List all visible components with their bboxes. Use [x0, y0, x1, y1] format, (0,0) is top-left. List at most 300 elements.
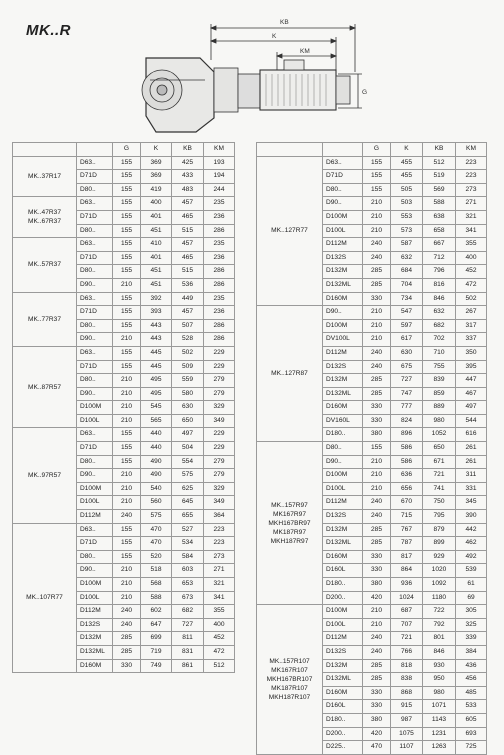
- dimension-cell: 588: [423, 197, 456, 211]
- dimension-cell: 722: [423, 605, 456, 619]
- dimension-cell: 889: [423, 401, 456, 415]
- motor-size-cell: D90..: [77, 564, 113, 578]
- dimension-cell: 602: [141, 605, 172, 619]
- dimension-cell: 155: [113, 360, 141, 374]
- table-row: [257, 306, 487, 320]
- dimension-cell: 210: [113, 578, 141, 592]
- dimension-cell: 273: [204, 550, 235, 564]
- dimension-cell: 861: [172, 659, 204, 673]
- model-name: MK..127R87: [271, 370, 308, 378]
- dimension-cell: 586: [391, 442, 423, 456]
- dimension-cell: 721: [423, 469, 456, 483]
- dimension-cell: 575: [172, 469, 204, 483]
- dimension-cell: 741: [423, 482, 456, 496]
- motor-size-cell: DV100L: [323, 333, 363, 347]
- dimension-cell: 817: [391, 550, 423, 564]
- column-header: [77, 143, 113, 157]
- motor-size-cell: D100M: [77, 401, 113, 415]
- dimension-cell: 210: [363, 469, 391, 483]
- dimension-cell: 504: [172, 442, 204, 456]
- dimension-cell: 210: [363, 605, 391, 619]
- dimension-cell: 568: [141, 578, 172, 592]
- motor-size-cell: D112M: [323, 238, 363, 252]
- dimension-cell: 155: [113, 537, 141, 551]
- dimension-cell: 879: [423, 523, 456, 537]
- dimension-cell: 447: [456, 374, 487, 388]
- dimension-cell: 229: [204, 428, 235, 442]
- dimension-cell: 846: [423, 645, 456, 659]
- dimension-table-right: [256, 142, 487, 755]
- dimension-cell: 818: [391, 659, 423, 673]
- table-row: [257, 156, 487, 170]
- dimension-cell: 675: [391, 360, 423, 374]
- dimension-cell: 710: [423, 346, 456, 360]
- dimension-cell: 584: [172, 550, 204, 564]
- table-row: [13, 346, 235, 360]
- dimension-cell: 380: [363, 578, 391, 592]
- motor-size-cell: D100L: [77, 591, 113, 605]
- dimension-cell: 240: [363, 496, 391, 510]
- dimension-cell: 655: [172, 510, 204, 524]
- dimension-cell: 194: [204, 170, 235, 184]
- table-row: [257, 442, 487, 456]
- model-name: MK167R97: [273, 510, 306, 518]
- dimension-cell: 223: [456, 170, 487, 184]
- dimension-cell: 838: [391, 673, 423, 687]
- dimension-cell: 155: [113, 523, 141, 537]
- motor-size-cell: D80..: [77, 183, 113, 197]
- motor-size-cell: D100M: [323, 605, 363, 619]
- dimension-cell: 630: [391, 346, 423, 360]
- dimension-cell: 472: [456, 278, 487, 292]
- motor-size-cell: D71D: [77, 251, 113, 265]
- dimension-cell: 465: [172, 251, 204, 265]
- motor-size-cell: D63..: [77, 197, 113, 211]
- dimension-cell: 155: [113, 156, 141, 170]
- gear-unit-model: [257, 605, 323, 755]
- dimension-cell: 210: [113, 387, 141, 401]
- dimension-cell: 451: [141, 278, 172, 292]
- dimension-cell: 279: [204, 387, 235, 401]
- dimension-cell: 787: [391, 537, 423, 551]
- dimension-cell: 330: [113, 659, 141, 673]
- dimension-cell: 279: [204, 455, 235, 469]
- dimension-cell: 507: [172, 319, 204, 333]
- dimension-cell: 502: [172, 346, 204, 360]
- table-header-row: [257, 143, 487, 157]
- model-name: MKH167BR107: [266, 675, 313, 683]
- motor-size-cell: D80..: [77, 455, 113, 469]
- motor-size-cell: D180..: [323, 578, 363, 592]
- motor-size-cell: D90..: [323, 306, 363, 320]
- dimension-cell: 395: [456, 360, 487, 374]
- dimension-cell: 210: [113, 482, 141, 496]
- model-name: MK..157R107: [269, 657, 310, 665]
- motor-size-cell: D180..: [323, 713, 363, 727]
- dimension-cell: 495: [141, 374, 172, 388]
- motor-size-cell: D112M: [323, 632, 363, 646]
- motor-size-cell: D63..: [323, 156, 363, 170]
- model-name: MK..47R37: [28, 209, 61, 217]
- model-name: MK..67R37: [28, 218, 61, 226]
- dimension-cell: 518: [141, 564, 172, 578]
- dimension-cell: 777: [391, 401, 423, 415]
- motor-size-cell: D100L: [323, 618, 363, 632]
- dimension-cell: 155: [113, 170, 141, 184]
- model-name: MK..87R57: [28, 383, 61, 391]
- dimension-cell: 527: [172, 523, 204, 537]
- motor-size-cell: D132M: [323, 523, 363, 537]
- dimension-cell: 569: [423, 183, 456, 197]
- dimension-cell: 240: [363, 346, 391, 360]
- dimension-cell: 846: [423, 292, 456, 306]
- dimension-cell: 240: [363, 645, 391, 659]
- dimension-cell: 155: [363, 156, 391, 170]
- motor-size-cell: D200..: [323, 591, 363, 605]
- table-row: [13, 523, 235, 537]
- dimension-cell: 553: [391, 210, 423, 224]
- dimension-cell: 1143: [423, 713, 456, 727]
- dimension-cell: 240: [113, 605, 141, 619]
- model-name: MK..107R77: [26, 594, 63, 602]
- dimension-cell: 355: [456, 238, 487, 252]
- column-header: [13, 143, 77, 157]
- dimension-cell: 515: [172, 265, 204, 279]
- dimension-cell: 560: [141, 496, 172, 510]
- dimension-cell: 653: [172, 578, 204, 592]
- dimension-cell: 492: [456, 550, 487, 564]
- dimension-cell: 285: [113, 632, 141, 646]
- dimension-cell: 271: [204, 564, 235, 578]
- column-header: G: [363, 143, 391, 157]
- dimension-cell: 440: [141, 442, 172, 456]
- column-header: K: [391, 143, 423, 157]
- dimension-cell: 436: [456, 659, 487, 673]
- dimension-cell: 445: [141, 346, 172, 360]
- column-header: KM: [456, 143, 487, 157]
- dimension-cell: 1180: [423, 591, 456, 605]
- dimension-cell: 329: [204, 482, 235, 496]
- dimension-cell: 1020: [423, 564, 456, 578]
- dimension-cell: 767: [391, 523, 423, 537]
- dimension-cell: 210: [363, 210, 391, 224]
- motor-size-cell: D132M: [323, 265, 363, 279]
- motor-size-cell: D80..: [323, 183, 363, 197]
- dimension-cell: 452: [456, 265, 487, 279]
- dimension-cell: 658: [423, 224, 456, 238]
- dimension-cell: 210: [113, 469, 141, 483]
- dimension-cell: 341: [204, 591, 235, 605]
- dimension-cell: 766: [391, 645, 423, 659]
- dim-label-g: G: [362, 89, 368, 96]
- dimension-cell: 210: [113, 591, 141, 605]
- column-header: [323, 143, 363, 157]
- dimension-cell: 267: [456, 306, 487, 320]
- dimension-cell: 279: [204, 374, 235, 388]
- dimension-cell: 520: [141, 550, 172, 564]
- dimension-cell: 587: [391, 238, 423, 252]
- dimension-cell: 240: [363, 251, 391, 265]
- motor-size-cell: D132S: [323, 360, 363, 374]
- motor-size-cell: D71D: [77, 537, 113, 551]
- motor-size-cell: D100M: [77, 482, 113, 496]
- dim-label-kb: KB: [280, 19, 289, 26]
- dimension-cell: 401: [141, 210, 172, 224]
- motor-size-cell: D160M: [323, 550, 363, 564]
- dimension-cell: 671: [423, 455, 456, 469]
- dimension-cell: 155: [113, 306, 141, 320]
- dimension-cell: 210: [363, 455, 391, 469]
- dimension-cell: 285: [363, 265, 391, 279]
- dimension-cell: 796: [423, 265, 456, 279]
- dimension-cell: 285: [363, 278, 391, 292]
- dimension-cell: 656: [391, 482, 423, 496]
- motor-size-cell: D63..: [77, 523, 113, 537]
- motor-size-cell: D100M: [323, 319, 363, 333]
- dimension-cell: 390: [456, 510, 487, 524]
- motor-size-cell: D90..: [77, 387, 113, 401]
- dimension-cell: 433: [172, 170, 204, 184]
- motor-size-cell: D80..: [77, 224, 113, 238]
- motor-size-cell: D132ML: [77, 645, 113, 659]
- dimension-cell: 811: [172, 632, 204, 646]
- table-row: [13, 292, 235, 306]
- dimension-cell: 1075: [391, 727, 423, 741]
- dimension-cell: 457: [172, 238, 204, 252]
- column-header: KM: [204, 143, 235, 157]
- dimension-cell: 410: [141, 238, 172, 252]
- dimension-cell: 393: [141, 306, 172, 320]
- dimension-cell: 420: [363, 727, 391, 741]
- dimension-cell: 540: [141, 482, 172, 496]
- dimension-cell: 1052: [423, 428, 456, 442]
- dimension-cell: 573: [391, 224, 423, 238]
- dimension-cell: 636: [391, 469, 423, 483]
- column-header: K: [141, 143, 172, 157]
- dimension-cell: 650: [423, 442, 456, 456]
- dimension-cell: 816: [423, 278, 456, 292]
- dimension-cell: 236: [204, 251, 235, 265]
- dimension-cell: 795: [423, 510, 456, 524]
- dimension-cell: 801: [423, 632, 456, 646]
- motor-size-cell: D71D: [77, 442, 113, 456]
- dimension-cell: 451: [141, 265, 172, 279]
- dimension-cell: 229: [204, 360, 235, 374]
- motor-size-cell: D132S: [323, 645, 363, 659]
- motor-size-cell: D132M: [323, 659, 363, 673]
- column-header: G: [113, 143, 141, 157]
- dimension-cell: 515: [172, 224, 204, 238]
- dimension-cell: 536: [172, 278, 204, 292]
- motor-size-cell: D132M: [323, 374, 363, 388]
- motor-size-cell: D160M: [323, 292, 363, 306]
- dimension-cell: 235: [204, 197, 235, 211]
- dimension-cell: 864: [391, 564, 423, 578]
- dimension-cell: 896: [391, 428, 423, 442]
- motor-size-cell: D80..: [323, 442, 363, 456]
- motor-size-cell: D90..: [77, 333, 113, 347]
- dimension-cell: 155: [113, 183, 141, 197]
- motor-size-cell: D63..: [77, 156, 113, 170]
- dimension-cell: 261: [456, 442, 487, 456]
- dimension-cell: 349: [204, 414, 235, 428]
- dimension-cell: 210: [113, 374, 141, 388]
- dimension-table-left: [12, 142, 235, 673]
- dimension-cell: 392: [141, 292, 172, 306]
- dimension-cell: 330: [363, 686, 391, 700]
- dimension-cell: 261: [456, 455, 487, 469]
- model-name: MKH187R107: [268, 693, 311, 701]
- dimension-cell: 317: [456, 319, 487, 333]
- dimension-cell: 462: [456, 537, 487, 551]
- dimension-cell: 682: [172, 605, 204, 619]
- gear-unit-model: [13, 156, 77, 197]
- motor-size-cell: D112M: [77, 605, 113, 619]
- motor-size-cell: D71D: [77, 306, 113, 320]
- dimension-cell: 1071: [423, 700, 456, 714]
- dimension-cell: 625: [172, 482, 204, 496]
- dimension-cell: 899: [423, 537, 456, 551]
- dimension-cell: 339: [456, 632, 487, 646]
- column-header: KB: [423, 143, 456, 157]
- dimension-cell: 630: [172, 401, 204, 415]
- motor-size-cell: D160L: [323, 564, 363, 578]
- dimension-cell: 455: [391, 170, 423, 184]
- model-name: MK167R107: [271, 666, 308, 674]
- motor-size-cell: D71D: [77, 360, 113, 374]
- model-name: MKH167BR97: [268, 519, 311, 527]
- model-name: MKH187R97: [270, 537, 309, 545]
- dimension-cell: 286: [204, 265, 235, 279]
- dimension-cell: 699: [141, 632, 172, 646]
- dimension-cell: 505: [391, 183, 423, 197]
- dimension-cell: 330: [363, 292, 391, 306]
- dimension-cell: 929: [423, 550, 456, 564]
- motor-size-cell: D90..: [77, 469, 113, 483]
- dimension-cell: 839: [423, 374, 456, 388]
- dimension-cell: 575: [141, 510, 172, 524]
- dimension-cell: 305: [456, 605, 487, 619]
- dimension-cell: 1263: [423, 741, 456, 755]
- dimension-cell: 495: [141, 387, 172, 401]
- model-name: MK..57R37: [28, 261, 61, 269]
- dimension-cell: 155: [113, 238, 141, 252]
- dimension-cell: 528: [172, 333, 204, 347]
- model-name: MK187R107: [271, 684, 308, 692]
- motor-size-cell: D132M: [77, 632, 113, 646]
- motor-size-cell: D63..: [77, 346, 113, 360]
- dimension-cell: 950: [423, 673, 456, 687]
- dimension-cell: 210: [113, 401, 141, 415]
- dimension-cell: 364: [204, 510, 235, 524]
- dimension-cell: 210: [363, 482, 391, 496]
- dimension-cell: 467: [456, 387, 487, 401]
- dimension-cell: 980: [423, 414, 456, 428]
- dimension-cell: 472: [204, 645, 235, 659]
- motor-size-cell: D63..: [77, 428, 113, 442]
- dimension-cell: 240: [363, 238, 391, 252]
- dimension-cell: 580: [172, 387, 204, 401]
- dimension-cell: 715: [391, 510, 423, 524]
- dimension-cell: 380: [363, 713, 391, 727]
- dimension-cell: 229: [204, 442, 235, 456]
- dimension-cell: 859: [423, 387, 456, 401]
- dimension-cell: 321: [204, 578, 235, 592]
- dimension-cell: 483: [172, 183, 204, 197]
- motor-size-cell: D132ML: [323, 387, 363, 401]
- table-row: [13, 238, 235, 252]
- motor-size-cell: D180..: [323, 428, 363, 442]
- dimension-cell: 285: [363, 537, 391, 551]
- column-header: [257, 143, 323, 157]
- dimension-cell: 286: [204, 278, 235, 292]
- dimension-cell: 223: [204, 523, 235, 537]
- motor-size-cell: D200..: [323, 727, 363, 741]
- dimension-cell: 1024: [391, 591, 423, 605]
- dimension-cell: 273: [456, 183, 487, 197]
- model-name: MK..157R97: [271, 501, 308, 509]
- dimension-cell: 1107: [391, 741, 423, 755]
- dimension-cell: 547: [391, 306, 423, 320]
- dimension-cell: 210: [113, 278, 141, 292]
- motor-size-cell: D80..: [77, 374, 113, 388]
- gearmotor-dimension-drawing: [0, 0, 504, 140]
- dimension-cell: 533: [456, 700, 487, 714]
- dimension-cell: 155: [113, 210, 141, 224]
- dimension-cell: 155: [113, 346, 141, 360]
- gear-unit-model: [13, 428, 77, 523]
- dimension-cell: 240: [113, 510, 141, 524]
- motor-size-cell: D80..: [77, 550, 113, 564]
- dimension-cell: 684: [391, 265, 423, 279]
- dimension-cell: 704: [391, 278, 423, 292]
- dimension-cell: 616: [456, 428, 487, 442]
- dimension-cell: 539: [456, 564, 487, 578]
- dimension-cell: 321: [456, 210, 487, 224]
- dimension-cell: 565: [141, 414, 172, 428]
- dimension-cell: 719: [141, 645, 172, 659]
- dimension-cell: 702: [423, 333, 456, 347]
- motor-size-cell: D100L: [77, 414, 113, 428]
- dimension-cell: 286: [204, 319, 235, 333]
- dimension-cell: 831: [172, 645, 204, 659]
- gear-unit-model: [257, 442, 323, 605]
- dimension-cell: 155: [363, 442, 391, 456]
- motor-size-cell: D90..: [323, 455, 363, 469]
- dimension-cell: 603: [172, 564, 204, 578]
- dimension-cell: 155: [113, 319, 141, 333]
- motor-size-cell: D90..: [323, 197, 363, 211]
- dimension-cell: 693: [456, 727, 487, 741]
- motor-size-cell: D80..: [77, 265, 113, 279]
- dimension-cell: 210: [363, 333, 391, 347]
- dimension-cell: 355: [204, 605, 235, 619]
- dimension-cell: 497: [172, 428, 204, 442]
- dimension-cell: 512: [204, 659, 235, 673]
- table-row: [13, 428, 235, 442]
- dimension-cell: 330: [363, 564, 391, 578]
- motor-size-cell: D71D: [323, 170, 363, 184]
- motor-size-cell: D112M: [77, 510, 113, 524]
- dimension-cell: 1092: [423, 578, 456, 592]
- dimension-cell: 442: [456, 523, 487, 537]
- dimension-cell: 401: [141, 251, 172, 265]
- dimension-cell: 193: [204, 156, 235, 170]
- dimension-cell: 750: [423, 496, 456, 510]
- dimension-cell: 727: [172, 618, 204, 632]
- dimension-cell: 240: [363, 632, 391, 646]
- dimension-cell: 597: [391, 319, 423, 333]
